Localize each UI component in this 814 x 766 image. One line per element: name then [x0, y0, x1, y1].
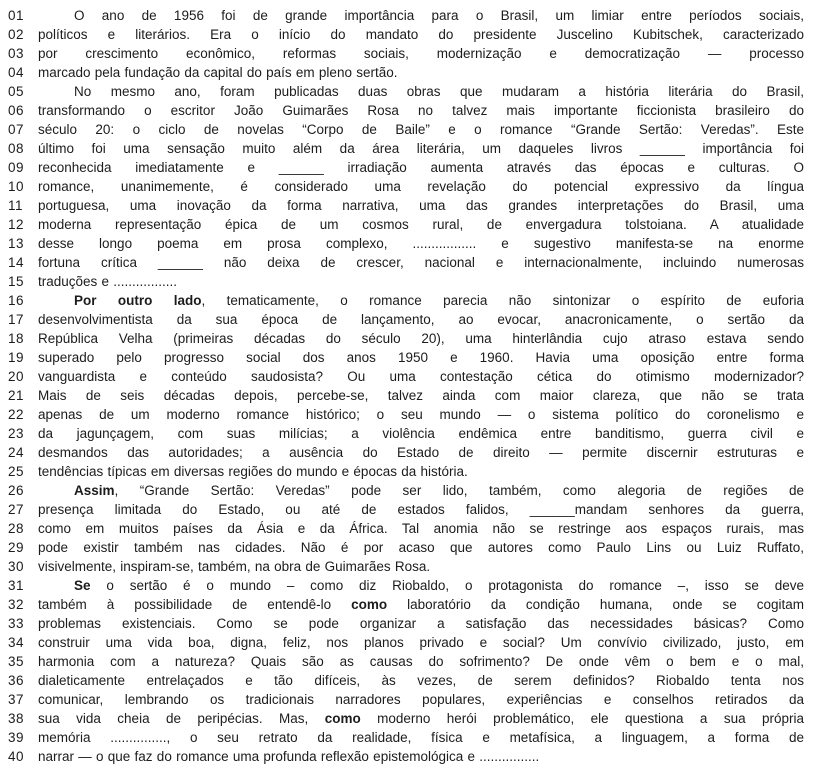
text-line [8, 386, 806, 405]
text-line [8, 272, 806, 291]
bold-text-segment: Por outro lado [74, 293, 202, 308]
line-text [38, 272, 806, 291]
line-number: 17 [8, 312, 25, 327]
bold-text-segment: como [351, 597, 388, 612]
text-segment: transformando o escritor João Guimarães Rosa no talvez mais importante ficcionista brasileiro do [38, 103, 804, 118]
line-text [38, 709, 806, 728]
line-number: 16 [8, 293, 25, 308]
text-line [8, 63, 806, 82]
line-number: 35 [8, 654, 25, 669]
line-text [38, 44, 806, 63]
line-text [38, 329, 806, 348]
text-line [8, 747, 806, 766]
text-segment: problemas existenciais. Como se pode organizar a satisfação das necessidades básicas? Como [38, 616, 804, 631]
text-segment: vanguardista e conteúdo saudosista? Ou uma contestação cética do otimismo modernizador? [38, 369, 804, 384]
line-number: 27 [8, 502, 25, 517]
line-number: 15 [8, 274, 25, 289]
line-number: 34 [8, 635, 25, 650]
text-line [8, 120, 806, 139]
text-line [8, 557, 806, 576]
text-line [8, 519, 806, 538]
text-segment: como em muitos países da Ásia e da África. Tal anomia não se restringe aos espaços rurais, mas [38, 521, 804, 536]
text-line [8, 253, 806, 272]
line-text [38, 443, 806, 462]
text-segment: desenvolvimentista da sua época de lançamento, ao evocar, anacronicamente, o sertão da [38, 312, 804, 327]
line-number: 22 [8, 407, 25, 422]
text-line [8, 101, 806, 120]
line-text [38, 519, 806, 538]
text-segment: marcado pela fundação da capital do país em pleno sertão. [38, 65, 398, 80]
text-segment: políticos e literários. Era o início do mandato do presidente Juscelino Kubitschek, caracterizado [38, 27, 804, 42]
text-line [8, 728, 806, 747]
text-segment: da jagunçagem, com suas milícias; a violência endêmica entre banditismo, guerra civil e [38, 426, 804, 441]
text-body [8, 6, 806, 766]
text-segment: , “Grande Sertão: Veredas” pode ser lido, também, como alegoria de regiões de [114, 483, 804, 498]
text-segment: República Velha (primeiras décadas do século 20), uma hinterlândia cujo atraso estava sendo [38, 331, 804, 346]
text-line [8, 576, 806, 595]
line-text [38, 538, 806, 557]
line-number: 30 [8, 559, 25, 574]
line-number: 26 [8, 483, 25, 498]
line-text [38, 728, 806, 747]
line-number: 02 [8, 27, 25, 42]
line-number: 28 [8, 521, 25, 536]
line-number: 13 [8, 236, 25, 251]
line-text [38, 671, 806, 690]
text-line [8, 443, 806, 462]
text-segment: fortuna crítica ______ não deixa de crescer, nacional e internacionalmente, incluindo numerosas [38, 255, 804, 270]
line-text [38, 291, 806, 310]
line-number: 11 [8, 198, 24, 213]
text-line [8, 633, 806, 652]
text-line [8, 234, 806, 253]
text-segment: desse longo poema em prosa complexo, ................. e sugestivo manifesta-se na enorme [38, 236, 804, 251]
line-text [38, 424, 806, 443]
line-text [38, 557, 806, 576]
bold-text-segment: Se [74, 578, 91, 593]
text-segment: laboratório da condição humana, onde se cogitam [387, 597, 804, 612]
text-segment: desmandos das autoridades; a ausência do Estado de direito — permite discernir estruturas e [38, 445, 804, 460]
text-line [8, 6, 806, 25]
line-text [38, 614, 806, 633]
line-number: 24 [8, 445, 25, 460]
text-line [8, 348, 806, 367]
line-text [38, 481, 806, 500]
line-text [38, 500, 806, 519]
text-segment: visivelmente, inspiram-se, também, na obra de Guimarães Rosa. [38, 559, 431, 574]
text-line [8, 25, 806, 44]
line-number: 19 [8, 350, 25, 365]
text-segment: dialeticamente entrelaçados e tão difíceis, às vezes, de serem definidos? Riobaldo tenta nos [38, 673, 804, 688]
line-text [38, 6, 806, 25]
text-segment: também à possibilidade de entendê-lo [38, 597, 352, 612]
line-number: 20 [8, 369, 25, 384]
line-text [38, 196, 806, 215]
text-line [8, 671, 806, 690]
line-text [38, 25, 806, 44]
line-text [38, 367, 806, 386]
text-segment: moderno herói problemático, ele questiona a sua própria [360, 711, 804, 726]
line-number: 12 [8, 217, 25, 232]
line-text [38, 652, 806, 671]
line-number: 14 [8, 255, 25, 270]
line-number: 09 [8, 160, 25, 175]
text-line [8, 405, 806, 424]
line-text [38, 139, 806, 158]
line-text [38, 120, 806, 139]
line-text [38, 310, 806, 329]
line-text [38, 690, 806, 709]
line-text [38, 595, 806, 614]
line-number: 03 [8, 46, 25, 61]
text-line [8, 690, 806, 709]
text-segment: o sertão é o mundo – como diz Riobaldo, o protagonista do romance –, isso se deve [90, 578, 804, 593]
text-line [8, 595, 806, 614]
bold-text-segment: Assim [74, 483, 115, 498]
line-text [38, 82, 806, 101]
text-line [8, 500, 806, 519]
text-segment: tendências típicas em diversas regiões do mundo e épocas da história. [38, 464, 468, 479]
text-segment: comunicar, lembrando os tradicionais narradores populares, experiências e conselhos retirados da [38, 692, 804, 707]
line-number: 32 [8, 597, 25, 612]
text-line [8, 367, 806, 386]
line-number: 37 [8, 692, 25, 707]
text-line [8, 652, 806, 671]
line-number: 10 [8, 179, 25, 194]
text-segment: por crescimento econômico, reformas sociais, modernização e democratização — processo [38, 46, 804, 61]
text-segment: presença limitada do Estado, ou até de estados falidos, ______mandam senhores da guerra, [38, 502, 804, 517]
text-line [8, 424, 806, 443]
text-line [8, 215, 806, 234]
line-number: 06 [8, 103, 25, 118]
line-number: 39 [8, 730, 25, 745]
line-text [38, 633, 806, 652]
text-line [8, 158, 806, 177]
line-number: 36 [8, 673, 25, 688]
bold-text-segment: como [324, 711, 361, 726]
text-segment: traduções e ................. [38, 274, 178, 289]
line-number: 25 [8, 464, 25, 479]
line-number: 07 [8, 122, 25, 137]
text-line [8, 462, 806, 481]
line-number: 21 [8, 388, 25, 403]
text-line [8, 291, 806, 310]
text-segment: portuguesa, uma inovação da forma narrativa, uma das grandes interpretações do Brasil, uma [38, 198, 804, 213]
text-line [8, 481, 806, 500]
line-number: 23 [8, 426, 25, 441]
line-text [38, 63, 806, 82]
text-line [8, 196, 806, 215]
line-text [38, 158, 806, 177]
text-segment: No mesmo ano, foram publicadas duas obras que mudaram a história literária do Brasil, [74, 84, 804, 99]
line-text [38, 348, 806, 367]
text-segment: século 20: o ciclo de novelas “Corpo de Baile” e o romance “Grande Sertão: Veredas”. Este [38, 122, 804, 137]
line-text [38, 177, 806, 196]
line-number: 01 [8, 8, 25, 23]
line-number: 33 [8, 616, 25, 631]
line-text [38, 405, 806, 424]
line-text [38, 215, 806, 234]
text-segment: Mais de seis décadas depois, percebe-se, talvez ainda com maior clareza, que não se trata [38, 388, 804, 403]
text-segment: narrar — o que faz do romance uma profunda reflexão epistemológica e ................ [38, 749, 540, 764]
line-number: 05 [8, 84, 25, 99]
line-text [38, 253, 806, 272]
text-segment: O ano de 1956 foi de grande importância para o Brasil, um limiar entre períodos sociais, [74, 8, 804, 23]
text-segment: sua vida cheia de peripécias. Mas, [38, 711, 325, 726]
text-line [8, 310, 806, 329]
text-line [8, 329, 806, 348]
text-segment: harmonia com a natureza? Quais são as causas do sofrimento? De onde vêm o bem e o mal, [38, 654, 804, 669]
text-segment: último foi uma sensação muito além da área literária, um daqueles livros ______ importância foi [38, 141, 804, 156]
text-line [8, 614, 806, 633]
line-text [38, 234, 806, 253]
line-text [38, 101, 806, 120]
text-segment: pode existir também nas cidades. Não é por acaso que autores como Paulo Lins ou Luiz Ruffato, [38, 540, 804, 555]
line-number: 08 [8, 141, 25, 156]
line-number: 18 [8, 331, 25, 346]
text-segment: memória ..............., o seu retrato da realidade, física e metafísica, a linguagem, a forma de [38, 730, 804, 745]
line-number: 29 [8, 540, 25, 555]
line-number: 38 [8, 711, 25, 726]
text-line [8, 709, 806, 728]
line-text [38, 462, 806, 481]
text-segment: romance, unanimemente, é considerado uma revelação do potencial expressivo da língua [38, 179, 804, 194]
text-segment: apenas de um moderno romance histórico; o seu mundo — o sistema político do coronelismo e [38, 407, 804, 422]
line-number: 04 [8, 65, 25, 80]
text-line [8, 82, 806, 101]
text-line [8, 177, 806, 196]
line-number: 31 [8, 578, 25, 593]
text-segment: construir uma vida boa, digna, feliz, nos planos privado e social? Um convívio civilizado, justo, em [38, 635, 804, 650]
text-line [8, 538, 806, 557]
text-line [8, 44, 806, 63]
text-segment: reconhecida imediatamente e ______ irradiação aumenta através das épocas e culturas. O [38, 160, 804, 175]
line-text [38, 386, 806, 405]
text-line [8, 139, 806, 158]
text-segment: superado pelo progresso social dos anos 1950 e 1960. Havia uma oposição entre forma [38, 350, 804, 365]
line-number: 40 [8, 749, 25, 764]
line-text [38, 747, 806, 766]
line-text [38, 576, 806, 595]
text-segment: , tematicamente, o romance parecia não sintonizar o espírito de euforia [201, 293, 804, 308]
text-segment: moderna representação épica de um cosmos rural, de envergadura tolstoiana. A atualidade [38, 217, 804, 232]
